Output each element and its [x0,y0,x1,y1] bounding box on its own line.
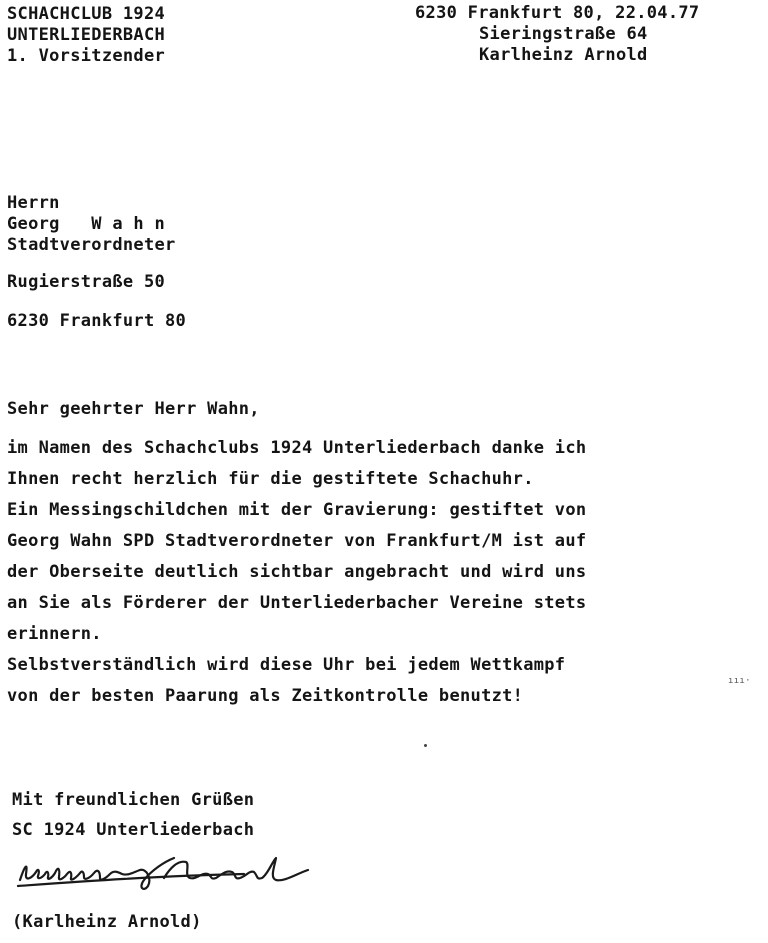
recipient-name: Georg W a h n [7,214,166,234]
body-line-6: an Sie als Förderer der Unterliederbacher Vereine stets [7,593,587,613]
paper-speck: ııı· [728,676,751,686]
ink-dot [424,744,427,747]
sender-line-2: UNTERLIEDERBACH [7,25,166,45]
body-line-2: Ihnen recht herzlich für die gestiftete Schachuhr. [7,469,534,489]
sender-line-1: SCHACHCLUB 1924 [7,4,166,24]
closing-greeting: Mit freundlichen Grüßen [12,790,255,810]
body-line-9: von der besten Paarung als Zeitkontrolle benutzt! [7,686,524,706]
recipient-city: 6230 Frankfurt 80 [7,311,187,331]
date-address-block [415,3,699,66]
sender-name: Karlheinz Arnold [479,45,648,65]
body-line-3: Ein Messingschildchen mit der Gravierung: gestiftet von [7,500,587,520]
recipient-street: Rugierstraße 50 [7,272,166,292]
handwritten-signature [14,848,314,898]
body-line-8: Selbstverständlich wird diese Uhr bei jedem Wettkampf [7,655,566,675]
recipient-salutation: Herrn [7,193,60,213]
typed-signature-name: (Karlheinz Arnold) [12,912,202,932]
letter-body [7,399,747,717]
sender-line-3: 1. Vorsitzender [7,46,166,66]
recipient-address [7,193,186,332]
place-date: 6230 Frankfurt 80, 22.04.77 [415,3,700,23]
body-line-1: im Namen des Schachclubs 1924 Unterliederbach danke ich [7,438,587,458]
body-line-7: erinnern. [7,624,102,644]
body-line-5: der Oberseite deutlich sichtbar angebracht und wird uns [7,562,587,582]
closing-club: SC 1924 Unterliederbach [12,820,255,840]
recipient-title: Stadtverordneter [7,235,176,255]
greeting: Sehr geehrter Herr Wahn, [7,399,260,419]
sender-street: Sieringstraße 64 [479,24,648,44]
closing-block [12,790,254,850]
sender-block [7,4,165,67]
body-line-4: Georg Wahn SPD Stadtverordneter von Frankfurt/M ist auf [7,531,587,551]
